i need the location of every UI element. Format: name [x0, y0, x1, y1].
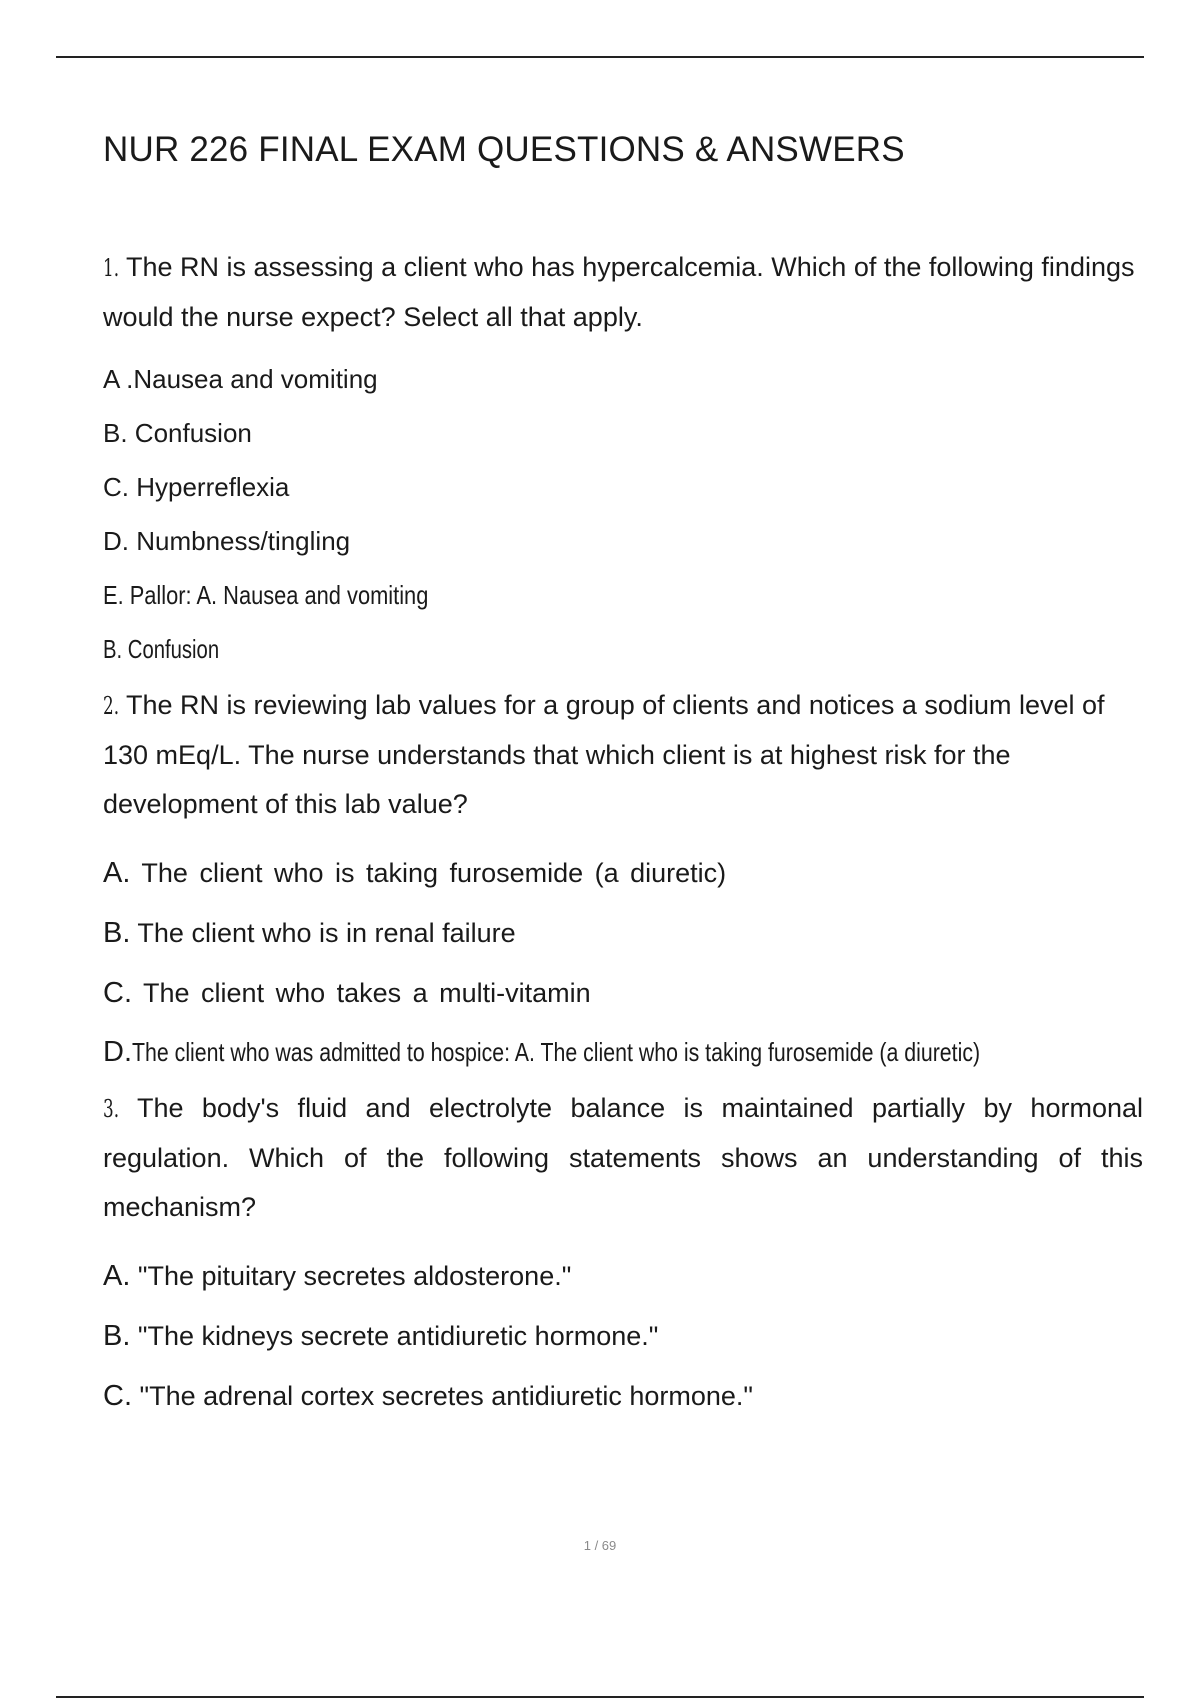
options-list [103, 362, 1143, 667]
option-a: A .Nausea and vomiting [103, 363, 378, 394]
option-c: C. "The adrenal cortex secretes antidiuretic hormone." [103, 1379, 753, 1412]
question-number: 1. [103, 253, 120, 282]
option-b: B. "The kidneys secrete antidiuretic hormone." [103, 1319, 659, 1352]
page-number: 1 / 69 [583, 1538, 617, 1553]
document-title: NUR 226 FINAL EXAM QUESTIONS & ANSWERS [103, 130, 905, 169]
option-d: D. Numbness/tingling [103, 525, 351, 556]
question-number: 2. [103, 691, 120, 720]
option-e-with-answer: E. Pallor: A. Nausea and vomiting [103, 579, 429, 610]
question-text: 3. The body's fluid and electrolyte balance is maintained partially by hormonal regulation. Which of the following statements shows an understanding of this mechanism? [103, 1084, 1143, 1232]
option-b: B. Confusion [103, 417, 252, 448]
option-a: A. "The pituitary secretes aldosterone." [103, 1259, 572, 1292]
question-text: 1. The RN is assessing a client who has hypercalcemia. Which of the following findings would the nurse expect? Select all that apply. [103, 243, 1143, 342]
option-c: C. The client who takes a multi-vitamin [103, 976, 591, 1009]
question-number: 3. [103, 1094, 120, 1123]
page-content [103, 128, 1143, 1415]
question-text: 2. The RN is reviewing lab values for a group of clients and notices a sodium level of 130 mEq/L. The nurse understands that which client is at highest risk for the development of this lab value? [103, 681, 1143, 829]
top-rule [56, 56, 1144, 58]
option-b: B. The client who is in renal failure [103, 916, 516, 949]
question-1 [103, 243, 1143, 342]
options-list [103, 1258, 1143, 1415]
question-2 [103, 681, 1143, 829]
options-list [103, 855, 1143, 1070]
option-c: C. Hyperreflexia [103, 471, 290, 502]
question-3 [103, 1084, 1143, 1232]
answer-continuation: B. Confusion [103, 633, 220, 664]
bottom-rule [56, 1696, 1144, 1698]
option-a: A. The client who is taking furosemide (a diuretic) [103, 856, 727, 889]
option-d-with-answer: D.The client who was admitted to hospice: A. The client who is taking furosemide (a diuretic) [103, 1035, 981, 1068]
